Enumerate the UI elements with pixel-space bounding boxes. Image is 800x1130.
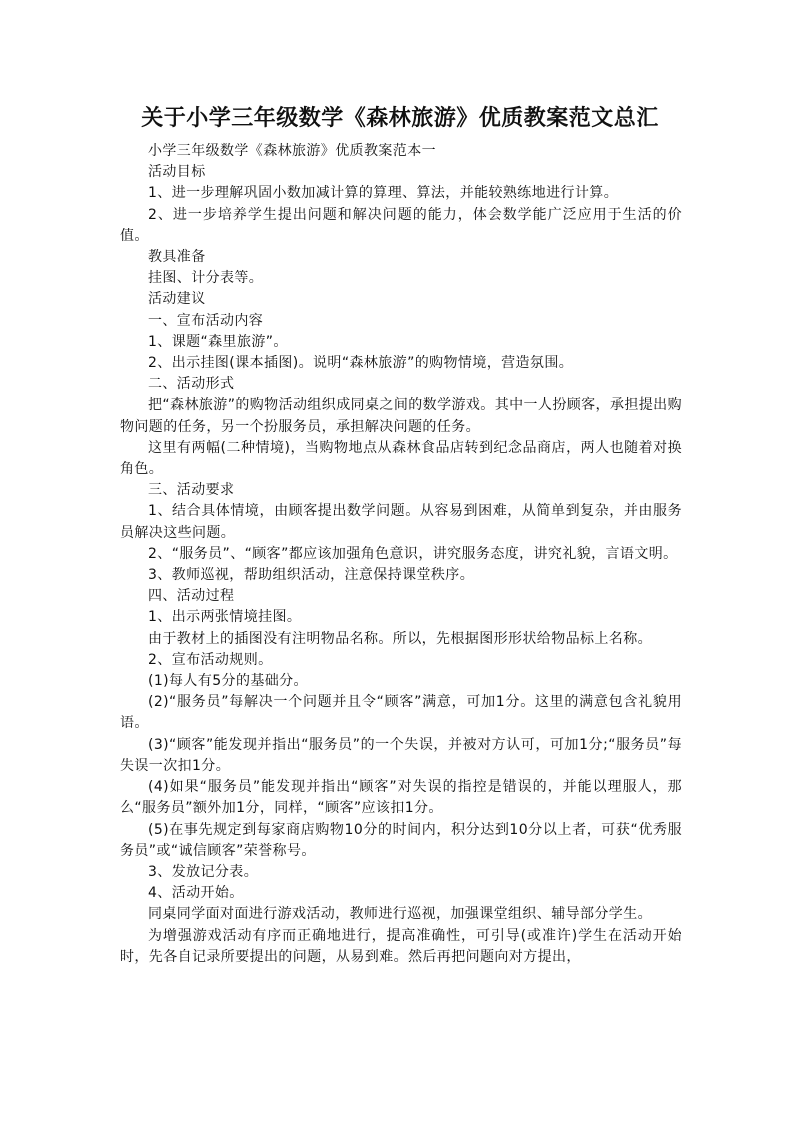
document-title: 关于小学三年级数学《森林旅游》优质教案范文总汇 [141,106,659,131]
paragraph: 4、活动开始。 [148,885,244,902]
paragraph: 这里有两幅(二种情境)，当购物地点从森林食品店转到纪念品商店，两人也随着对换角色。 [120,439,682,478]
rule-item: (4)如果“服务员”能发现并指出“顾客”对失误的指控是错误的，并能以理服人，那么“服务员”额外加1分，同样，“顾客”应该扣1分。 [120,779,682,817]
paragraph: 3、发放记分表。 [148,863,259,880]
subsection-heading: 一、宣布活动内容 [148,312,264,329]
paragraph: 为增强游戏活动有序而正确地进行，提高准确性，可引导(或准许)学生在活动开始时，先各自记录所要提出的问题，从易到难。然后再把问题向对方提出， [120,927,682,965]
paragraph: 2、出示挂图(课本插图)。说明“森林旅游”的购物情境，营造氛围。 [148,355,574,372]
rule-item: (1)每人有5分的基础分。 [148,673,308,690]
paragraph: 1、结合具体情境，由顾客提出数学问题。从容易到困难，从简单到复杂，并由服务员解决这些问题。 [120,503,682,541]
rule-item: (2)“服务员”每解决一个问题并且令“顾客”满意，可加1分。这里的满意包含礼貌用语。 [120,694,682,732]
paragraph: 3、教师巡视，帮助组织活动，注意保持课堂秩序。 [148,567,475,584]
paragraph: 由于教材上的插图没有注明物品名称。所以，先根据图形形状给物品标上名称。 [148,630,652,647]
document-body [120,141,682,968]
paragraph: 1、课题“森里旅游”。 [148,333,288,350]
rule-item: (3)“顾客”能发现并指出“服务员”的一个失误，并被对方认可，可加1分;“服务员”每失误一次扣1分。 [120,736,682,774]
paragraph: 2、宣布活动规则。 [148,651,273,668]
paragraph: 挂图、计分表等。 [148,270,264,287]
paragraph: 2、进一步培养学生提出问题和解决问题的能力，体会数学能广泛应用于生活的价值。 [120,206,682,244]
paragraph: 1、出示两张情境挂图。 [148,609,302,626]
paragraph-heading-1: 小学三年级数学《森林旅游》优质教案范本一 [148,143,436,159]
paragraph: 同桌同学面对面进行游戏活动，教师进行巡视，加强课堂组织、辅导部分学生。 [148,906,652,923]
subsection-heading: 二、活动形式 [148,376,235,393]
subsection-heading: 三、活动要求 [148,482,235,499]
section-heading-materials: 教具准备 [148,249,206,266]
rule-item: (5)在事先规定到每家商店购物10分的时间内，积分达到10分以上者，可获“优秀服务员”或“诚信顾客”荣誉称号。 [120,821,682,859]
section-heading-suggestions: 活动建议 [148,291,206,308]
paragraph: 2、“服务员”、“顾客”都应该加强角色意识，讲究服务态度，讲究礼貌，言语文明。 [148,545,678,562]
paragraph: 1、进一步理解巩固小数加减计算的算理、算法，并能较熟练地进行计算。 [148,185,619,202]
section-heading-goals: 活动目标 [148,164,206,181]
subsection-heading: 四、活动过程 [148,588,235,605]
paragraph: 把“森林旅游”的购物活动组织成同桌之间的数学游戏。其中一人扮顾客，承担提出购物问题的任务，另一个扮服务员，承担解决问题的任务。 [120,397,682,435]
